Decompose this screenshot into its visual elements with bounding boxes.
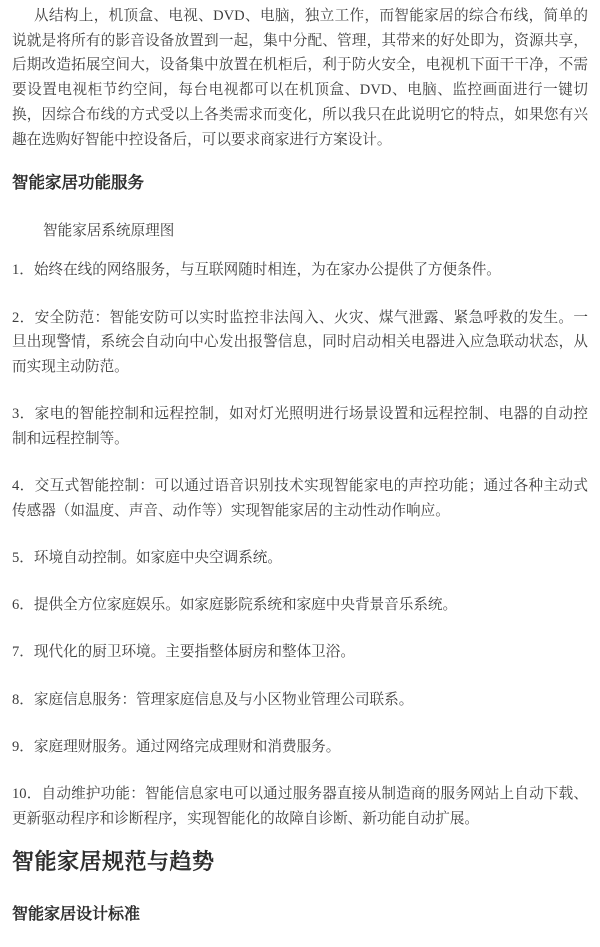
feature-item-5: 5．环境自动控制。如家庭中央空调系统。 <box>12 550 282 567</box>
feature-item-4: 4．交互式智能控制：可以通过语音识别技术实现智能家电的声控功能；通过各种主动式传感器（如温度、声音、动作等）实现智能家居的主动性动作响应。 <box>12 478 588 519</box>
feature-item-7: 7．现代化的厨卫环境。主要指整体厨房和整体卫浴。 <box>12 644 355 661</box>
feature-item-3: 3．家电的智能控制和远程控制，如对灯光照明进行场景设置和远程控制、电器的自动控制和远程控制等。 <box>12 406 588 447</box>
section-heading-specs-trends: 智能家居规范与趋势 <box>12 848 215 874</box>
feature-item-9: 9．家庭理财服务。通过网络完成理财和消费服务。 <box>12 738 341 755</box>
feature-item-8: 8．家庭信息服务：管理家庭信息及与小区物业管理公司联系。 <box>12 691 414 708</box>
section-heading-functions: 智能家居功能服务 <box>12 173 144 192</box>
intro-paragraph: 从结构上，机顶盒、电视、DVD、电脑，独立工作，而智能家居的综合布线，简单的说就是将所有的影音设备放置到一起，集中分配、管理，其带来的好处即为，资源共享，后期改造拓展空间大，设备集中放置在机柜后，利于防火安全，电视机下面干干净，不需要设置电视柜节约空间，每台电视都可以在机顶盒、DVD、电脑、监控画面进行一键切换，因综合布线的方式受以上各类需求而变化，所以我只在此说明它的特点，如果您有兴趣在选购好智能中控设备后，可以要求商家进行方案设计。 <box>12 8 588 148</box>
feature-item-10: 10．自动维护功能：智能信息家电可以通过服务器直接从制造商的服务网站上自动下载、更新驱动程序和诊断程序，实现智能化的故障自诊断、新功能自动扩展。 <box>12 786 588 827</box>
feature-item-6: 6．提供全方位家庭娱乐。如家庭影院系统和家庭中央背景音乐系统。 <box>12 597 458 614</box>
feature-item-1: 1．始终在线的网络服务，与互联网随时相连，为在家办公提供了方便条件。 <box>12 262 501 279</box>
diagram-caption: 智能家居系统原理图 <box>43 222 175 239</box>
document-page <box>12 4 588 927</box>
subsection-heading-design-standard: 智能家居设计标准 <box>12 906 141 924</box>
feature-item-2: 2．安全防范：智能安防可以实时监控非法闯入、火灾、煤气泄露、紧急呼救的发生。一旦出现警情，系统会自动向中心发出报警信息，同时启动相关电器进入应急联动状态，从而实现主动防范。 <box>12 309 588 376</box>
